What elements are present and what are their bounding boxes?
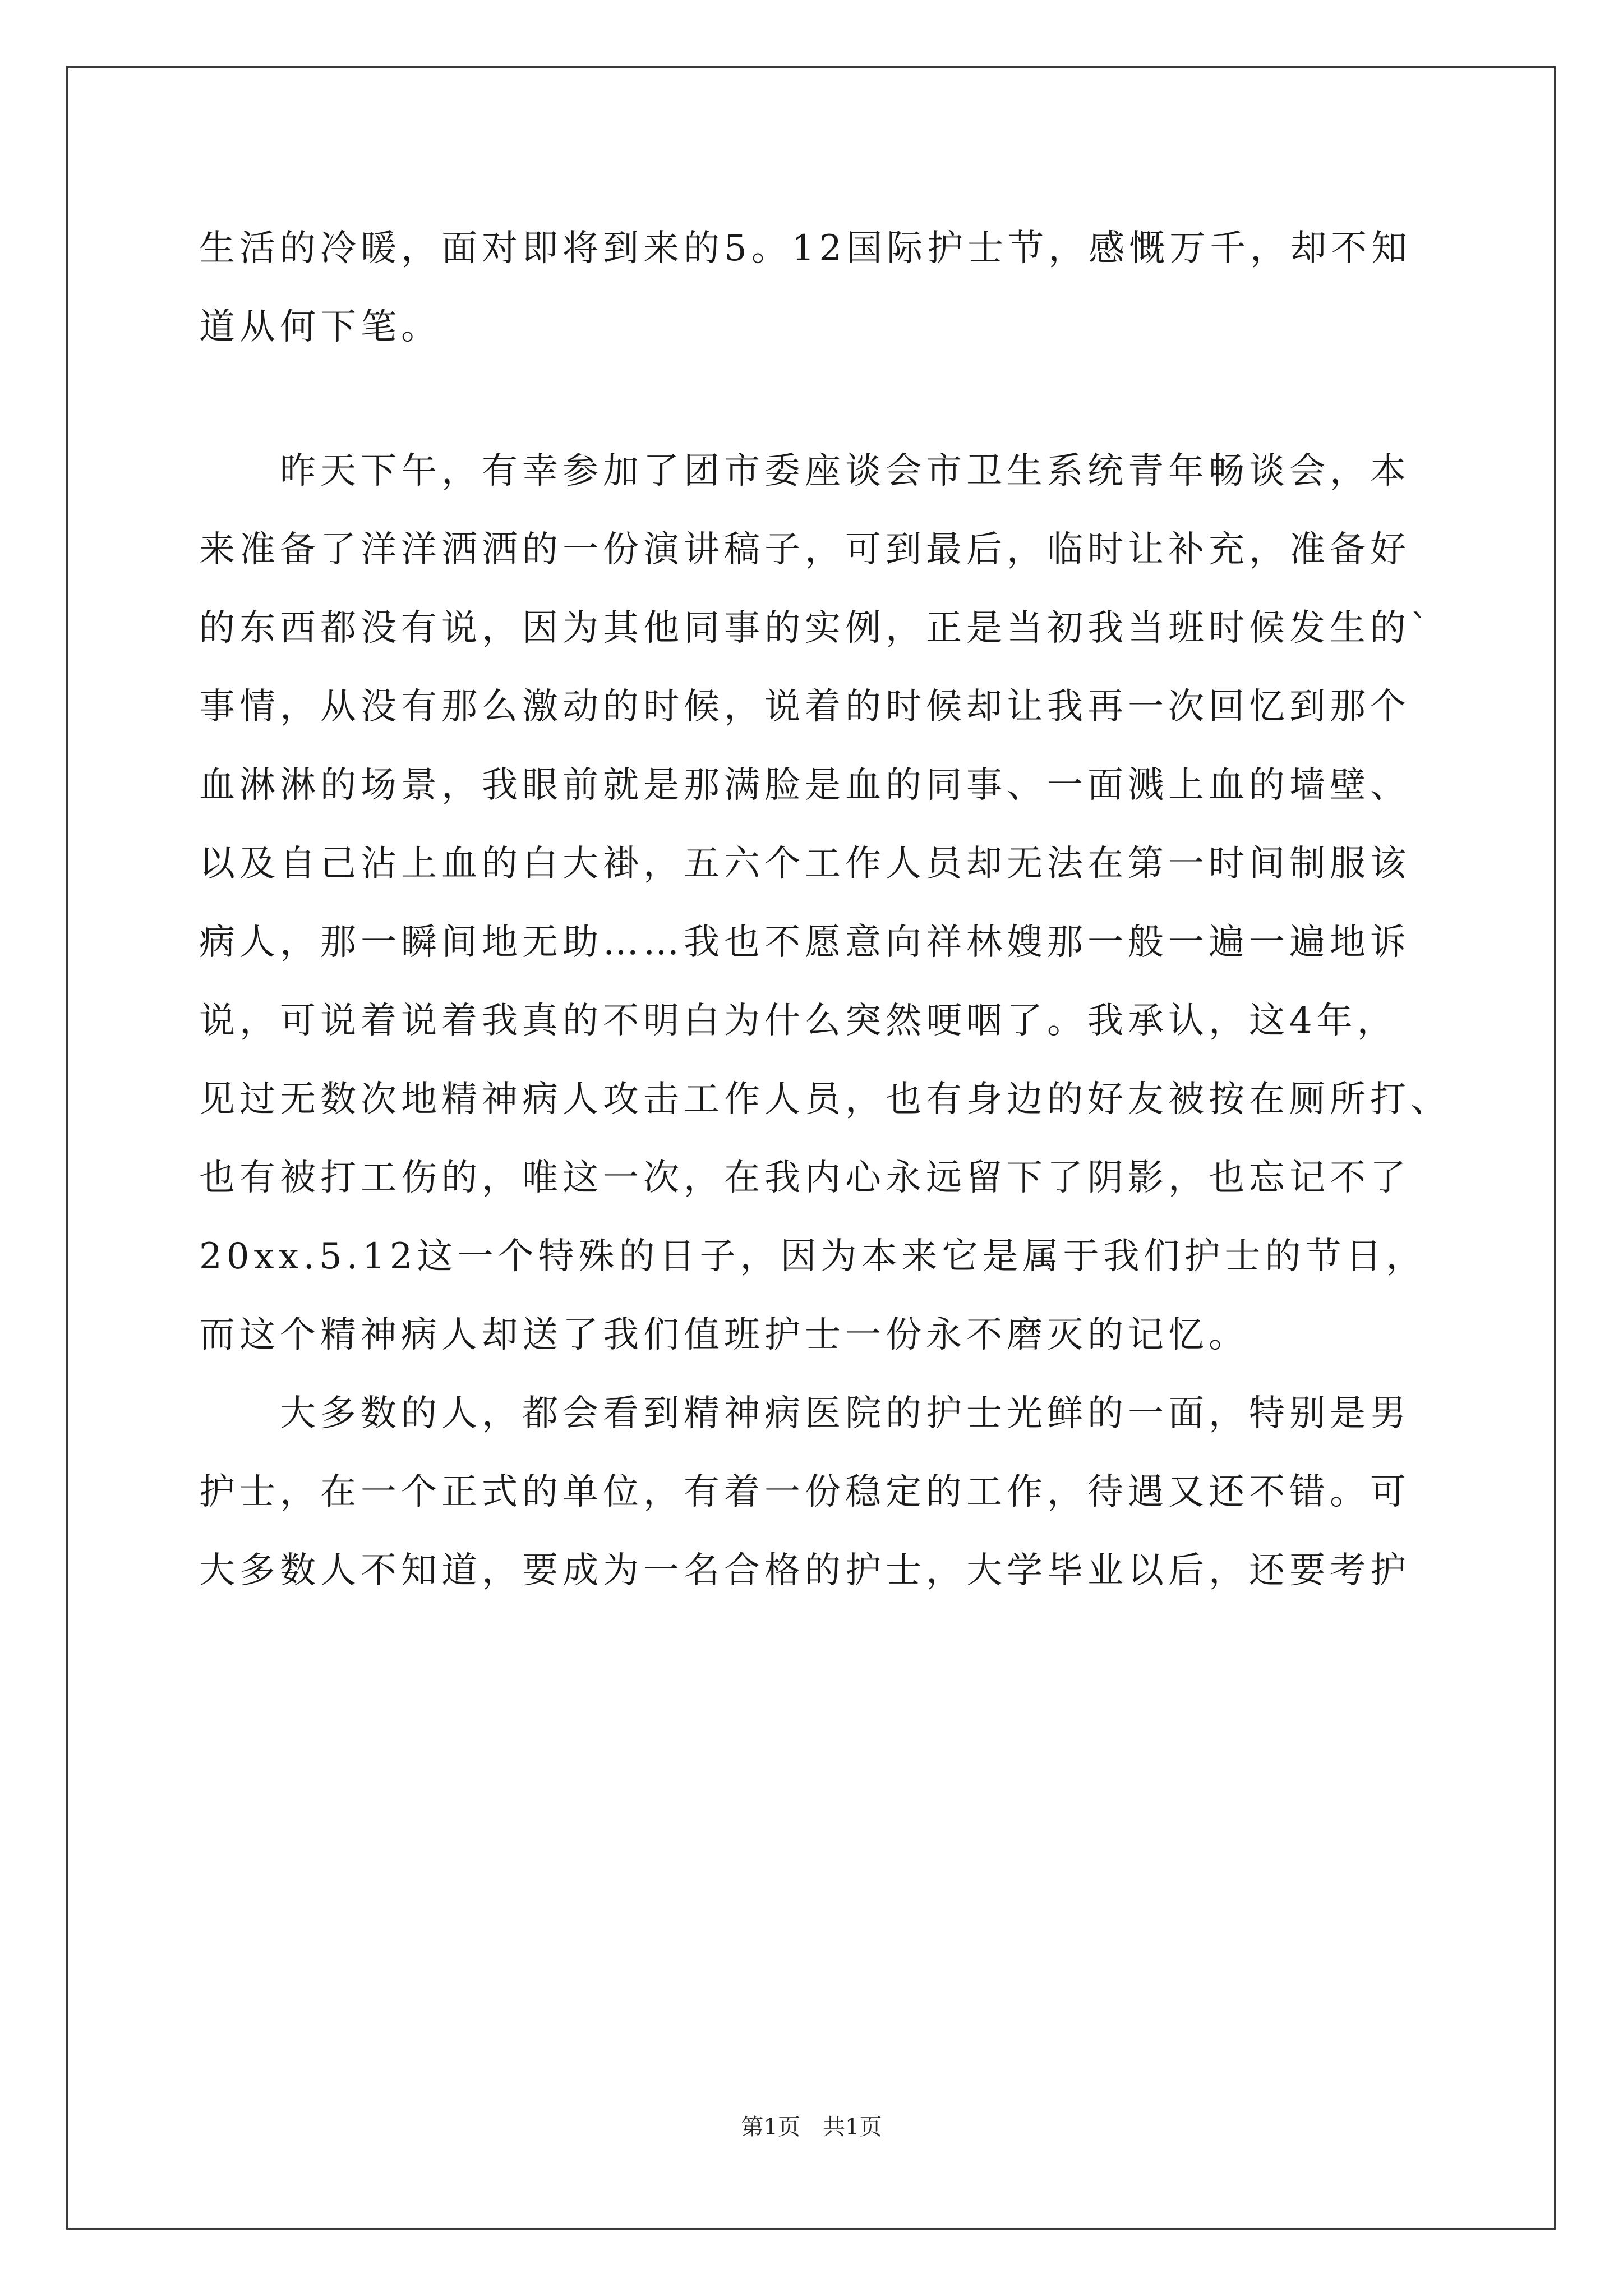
text-line: 而这个精神病人却送了我们值班护士一份永不磨灭的记忆。 [199, 1314, 1249, 1356]
text-line: 昨天下午，有幸参加了团市委座谈会市卫生系统青年畅谈会，本 [199, 450, 1410, 492]
page-frame [66, 66, 1556, 2230]
text-line: 见过无数次地精神病人攻击工作人员，也有身边的好友被按在厕所打、 [199, 1079, 1451, 1120]
text-line: 20xx.5.12这一个特殊的日子，因为本来它是属于我们护士的节日， [199, 1236, 1427, 1277]
text-line: 道从何下笔。 [199, 306, 441, 348]
text-line: 说，可说着说着我真的不明白为什么突然哽咽了。我承认，这4年， [199, 1000, 1398, 1042]
text-line: 大多数的人，都会看到精神病医院的护士光鲜的一面，特别是男 [199, 1393, 1410, 1434]
text-line: 血淋淋的场景，我眼前就是那满脸是血的同事、一面溅上血的墙壁、 [199, 765, 1410, 806]
text-line: 来准备了洋洋洒洒的一份演讲稿子，可到最后，临时让补充，准备好 [199, 529, 1410, 570]
text-line: 大多数人不知道，要成为一名合格的护士，大学毕业以后，还要考护 [199, 1550, 1410, 1591]
page-number-footer: 第1页 共1页 [741, 2114, 882, 2140]
text-line: 事情，从没有那么激动的时候，说着的时候却让我再一次回忆到那个 [199, 686, 1410, 728]
text-line: 也有被打工伤的，唯这一次，在我内心永远留下了阴影，也忘记不了 [199, 1157, 1410, 1199]
text-line: 生活的冷暖，面对即将到来的5。12国际护士节，感慨万千，却不知 [199, 228, 1412, 269]
text-line: 病人，那一瞬间地无助……我也不愿意向祥林嫂那一般一遍一遍地诉 [199, 922, 1410, 963]
text-line: 的东西都没有说，因为其他同事的实例，正是当初我当班时候发生的` [199, 608, 1433, 649]
text-line: 护士，在一个正式的单位，有着一份稳定的工作，待遇又还不错。可 [199, 1471, 1410, 1513]
text-line: 以及自己沾上血的白大褂，五六个工作人员却无法在第一时间制服该 [199, 843, 1410, 885]
